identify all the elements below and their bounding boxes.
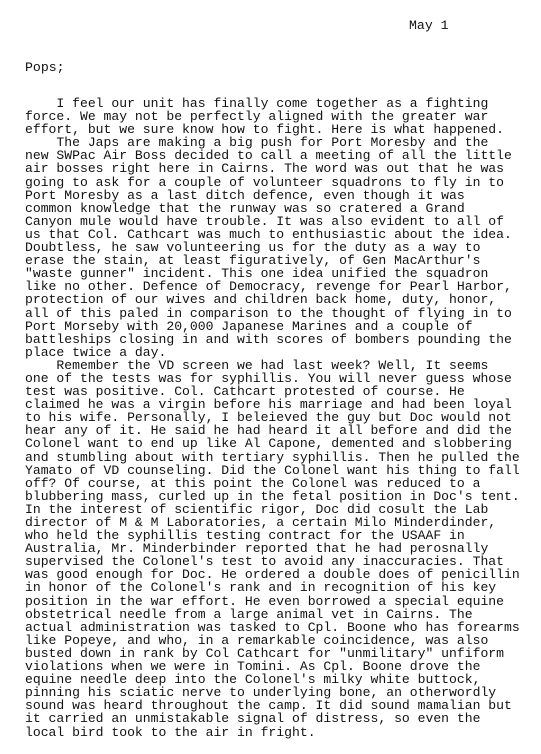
letter-line: Yamato of VD counseling. Did the Colonel want his thing to fall <box>25 462 520 478</box>
letter-line: us that Col. Cathcart was much to enthusiastic about the idea. <box>25 226 512 242</box>
letter-line: pinning his sciatic nerve to underlying bone, an otherwordly <box>25 685 497 701</box>
letter-line: test was positive. Col. Cathcart protested of course. He <box>25 384 465 400</box>
letter-line: common knowledge that the runway was so cratered a Grand <box>25 200 465 216</box>
letter-body <box>25 97 541 739</box>
letter-date: May 1 <box>409 18 449 33</box>
letter-line: like Popeye, and who, in a remarkable coincidence, was also <box>25 632 489 648</box>
letter-line: one of the tests was for syphillis. You will never guess whose <box>25 370 512 386</box>
letter-line: The Japs are making a big push for Port Moresby and the <box>25 135 489 151</box>
letter-line: position in the war effort. He even borrowed a special equine <box>25 593 505 609</box>
letter-line: In the interest of scientific rigor, Doc did cosult the Lab <box>25 501 489 517</box>
letter-line: Remember the VD screen we had last week? Well, It seems <box>25 357 489 373</box>
letter-line: air bosses right here in Cairns. The word was out that he was <box>25 161 505 177</box>
letter-line: hear any of it. He said he had heard it all before and did the <box>25 423 512 439</box>
letter-line: actual administration was tasked to Cpl. Boone who has forearms <box>25 619 520 635</box>
salutation: Pops; <box>25 60 65 75</box>
letter-line: Port Morseby with 20,000 Japanese Marines and a couple of <box>25 318 473 334</box>
letter-line: Port Moresby as a last ditch defence, even though it was <box>25 187 465 203</box>
letter-line: going to ask for a couple of volunteer squadrons to fly in to <box>25 174 505 190</box>
letter-line: and stumbling about with tertiary syphillis. Then he pulled the <box>25 449 520 465</box>
letter-line: sound was heard throughout the camp. It did sound mamalian but <box>25 698 512 714</box>
letter-line: battleships closing in and with scores of bombers pounding the <box>25 331 512 347</box>
letter-line: off? Of course, at this point the Colonel was reduced to a <box>25 475 481 491</box>
letter-line: to his wife. Personally, I beleieved the guy but Doc would not <box>25 410 512 426</box>
letter-line: violations when we were in Tomini. As Cpl. Boone drove the <box>25 659 481 675</box>
letter-line: blubbering mass, curled up in the fetal position in Doc's tent. <box>25 488 520 504</box>
letter-line: erase the stain, at least figuratively, of Gen MacArthur's <box>25 253 481 269</box>
letter-line: Canyon mule would have trouble. It was also evident to all of <box>25 213 505 229</box>
letter-line: who held the syphillis testing contract for the USAAF in <box>25 528 465 544</box>
letter-line: was good enough for Doc. He ordered a double does of penicillin <box>25 567 520 583</box>
letter-line: supervised the Colonel's test to avoid any inaccuracies. That <box>25 554 505 570</box>
letter-line: Australia, Mr. Minderbinder reported that he had perosnally <box>25 541 489 557</box>
letter-line: Doubtless, he saw volunteering us for the duty as a way to <box>25 240 481 256</box>
letter-line: protection of our wives and children back home, duty, honor, <box>25 292 497 308</box>
letter-line: busted down in rank by Col Cathcart for "unmilitary" unfiform <box>25 645 505 661</box>
letter-line: force. We may not be perfectly aligned with the greater war <box>25 109 489 125</box>
letter-line: equine needle deep into the Colonel's milky white buttock, <box>25 672 481 688</box>
letter-line: all of this paled in comparison to the thought of flying in to <box>25 305 512 321</box>
letter-line: I feel our unit has finally come together as a fighting <box>25 96 489 111</box>
letter-line: like no other. Defence of Democracy, revenge for Pearl Harbor, <box>25 279 512 295</box>
letter-line: obstetrical needle from a large animal vet in Cairns. The <box>25 606 473 622</box>
letter-line: new SWPac Air Boss decided to call a meeting of all the little <box>25 148 512 164</box>
letter-line: director of M & M Laboratories, a certain Milo Minderdinder, <box>25 515 497 530</box>
letter-line: "waste gunner" incident. This one idea unified the squadron <box>25 266 489 282</box>
letter-line: Colonel want to end up like Al Capone, demented and slobbering <box>25 436 512 452</box>
letter-line: effort, but we sure know how to fight. Here is what happened. <box>25 122 505 138</box>
letter-line: claimed he was a virgin before his marriage and had been loyal <box>25 397 512 413</box>
letter-line: local bird took to the air in fright. <box>25 724 316 740</box>
letter-line: it carried an unmistakable signal of distress, so even the <box>25 711 481 727</box>
letter-line: place twice a day. <box>25 344 167 360</box>
letter-line: in honor of the Colonel's rank and in recognition of his key <box>25 580 497 596</box>
